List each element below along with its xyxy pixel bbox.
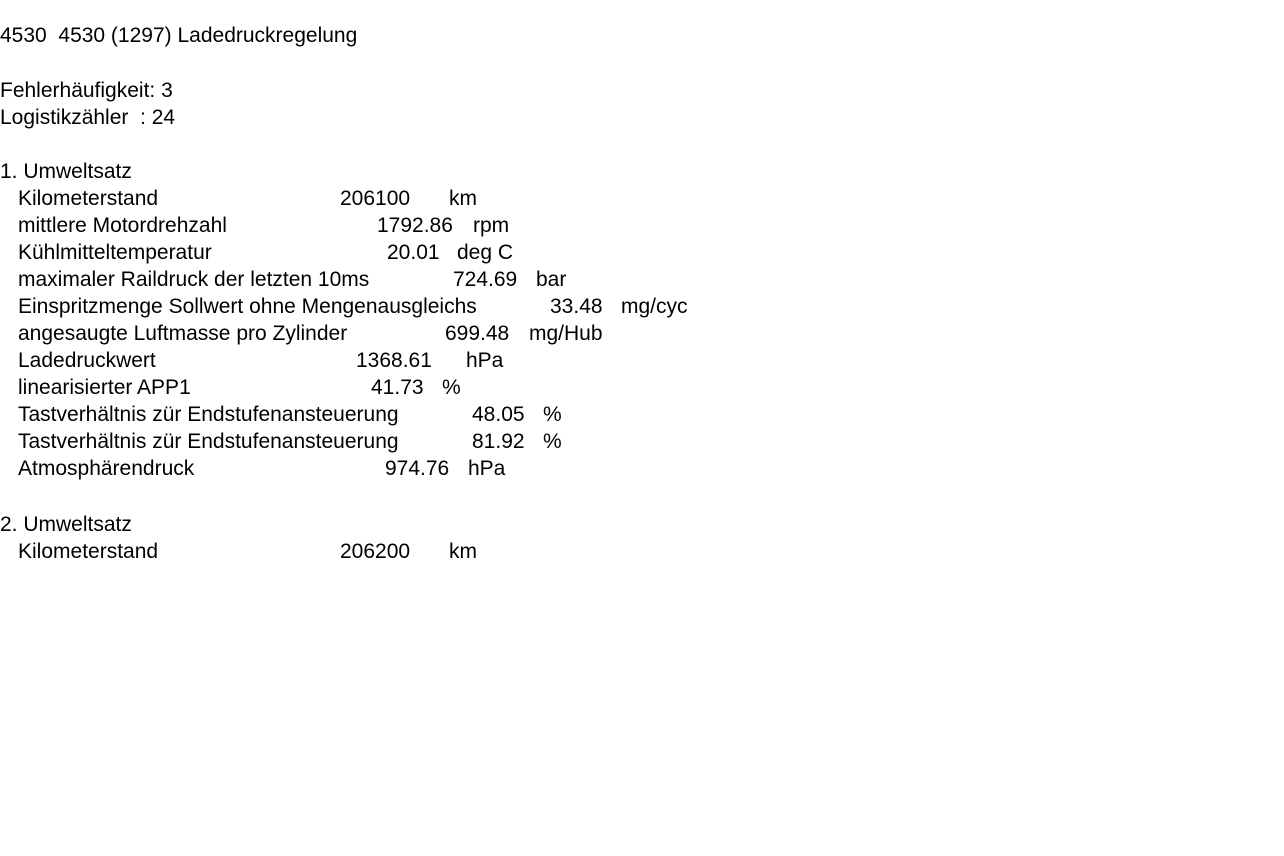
row-unit: %: [442, 376, 461, 399]
fault-title: 4530 4530 (1297) Ladedruckregelung: [0, 24, 358, 47]
row-value: 1368.61: [356, 349, 432, 372]
row-value: 20.01: [387, 241, 440, 264]
row-unit: mg/Hub: [529, 322, 603, 345]
environment-set-heading: 1. Umweltsatz: [0, 160, 132, 183]
row-value: 206100: [340, 187, 411, 210]
fault-frequency: Fehlerhäufigkeit: 3: [0, 79, 173, 102]
row-unit: %: [543, 430, 562, 453]
row-label: Einspritzmenge Sollwert ohne Mengenausgleichs: [18, 295, 477, 318]
row-unit: rpm: [473, 214, 510, 237]
row-label: Atmosphärendruck: [18, 457, 195, 480]
row-label: linearisierter APP1: [18, 376, 191, 399]
row-value: 48.05: [472, 403, 525, 426]
row-label: Tastverhältnis zür Endstufenansteuerung: [18, 430, 399, 453]
row-unit: km: [449, 187, 477, 210]
row-label: Tastverhältnis zür Endstufenansteuerung: [18, 403, 399, 426]
row-unit: %: [543, 403, 562, 426]
row-value: 699.48: [445, 322, 510, 345]
row-unit: deg C: [457, 241, 514, 264]
row-label: mittlere Motordrehzahl: [18, 214, 227, 237]
row-unit: mg/cyc: [621, 295, 688, 318]
row-label: Ladedruckwert: [18, 349, 156, 372]
row-unit: bar: [536, 268, 567, 291]
row-unit: hPa: [466, 349, 504, 372]
row-label: Kilometerstand: [18, 187, 159, 210]
environment-set-heading: 2. Umweltsatz: [0, 513, 132, 536]
row-value: 724.69: [453, 268, 518, 291]
row-label: Kühlmitteltemperatur: [18, 241, 212, 264]
row-label: maximaler Raildruck der letzten 10ms: [18, 268, 370, 291]
row-value: 81.92: [472, 430, 525, 453]
row-value: 41.73: [371, 376, 424, 399]
logistics-counter: Logistikzähler : 24: [0, 106, 176, 129]
row-unit: hPa: [468, 457, 506, 480]
row-label: angesaugte Luftmasse pro Zylinder: [18, 322, 348, 345]
row-value: 974.76: [385, 457, 450, 480]
row-value: 33.48: [550, 295, 603, 318]
row-label: Kilometerstand: [18, 540, 159, 563]
row-unit: km: [449, 540, 477, 563]
row-value: 1792.86: [377, 214, 453, 237]
row-value: 206200: [340, 540, 411, 563]
